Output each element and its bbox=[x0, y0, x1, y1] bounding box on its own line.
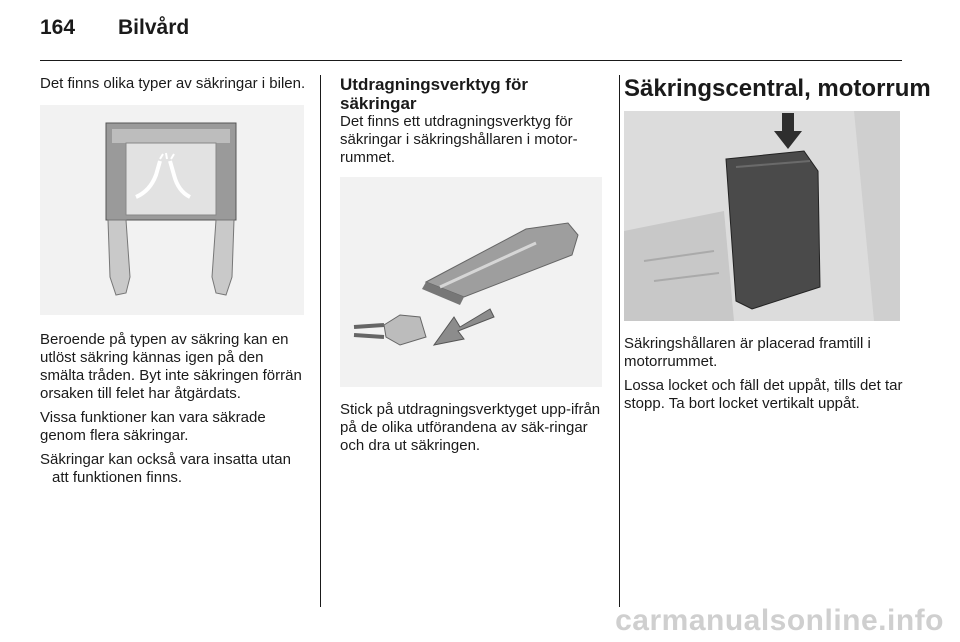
fuse-paragraph-2: Vissa funktioner kan vara säkrade genom flera säkringar. bbox=[40, 409, 266, 444]
column-1 bbox=[40, 75, 306, 493]
chapter-title: Bilvård bbox=[118, 16, 190, 39]
watermark: carmanualsonline.info bbox=[615, 604, 944, 637]
column-divider-2 bbox=[619, 75, 620, 607]
extraction-tool-heading: Utdragningsverktyg för säkringar bbox=[340, 75, 528, 113]
extraction-tool-paragraph-1: Det finns ett utdragningsverktyg för säkringar i säkringshållaren i motor-rummet. bbox=[340, 113, 578, 166]
column-3 bbox=[624, 75, 931, 419]
fuse-paragraph-3: Säkringar kan också vara insatta utan att funktionen finns. bbox=[40, 451, 291, 486]
page-number: 164 bbox=[40, 16, 76, 39]
fuse-box-paragraph-2: Lossa locket och fäll det uppåt, tills det tar stopp. Ta bort locket vertikalt uppåt. bbox=[624, 377, 903, 412]
extraction-tool-paragraph-2: Stick på utdragningsverktyget upp-ifrån på de olika utförandena av säk-ringar och dra ut säkringen. bbox=[340, 401, 601, 454]
fuse-box-heading: Säkringscentral, motorrum bbox=[624, 75, 931, 102]
engine-fuse-box-photo bbox=[624, 111, 900, 321]
column-divider-1 bbox=[320, 75, 321, 607]
intro-paragraph: Det finns olika typer av säkringar i bilen. bbox=[40, 75, 306, 92]
fuse-box-paragraph-1: Säkringshållaren är placerad framtill i motorrummet. bbox=[624, 335, 871, 370]
fuse-paragraph-1: Beroende på typen av säkring kan en utlöst säkring kännas igen på den smälta tråden. Byt inte säkringen förrän orsaken till felet har åtgärdats. bbox=[40, 331, 302, 402]
header-divider bbox=[40, 60, 902, 61]
fuse-illustration bbox=[40, 105, 304, 315]
column-2 bbox=[340, 75, 605, 461]
extraction-tool-illustration bbox=[340, 177, 602, 387]
